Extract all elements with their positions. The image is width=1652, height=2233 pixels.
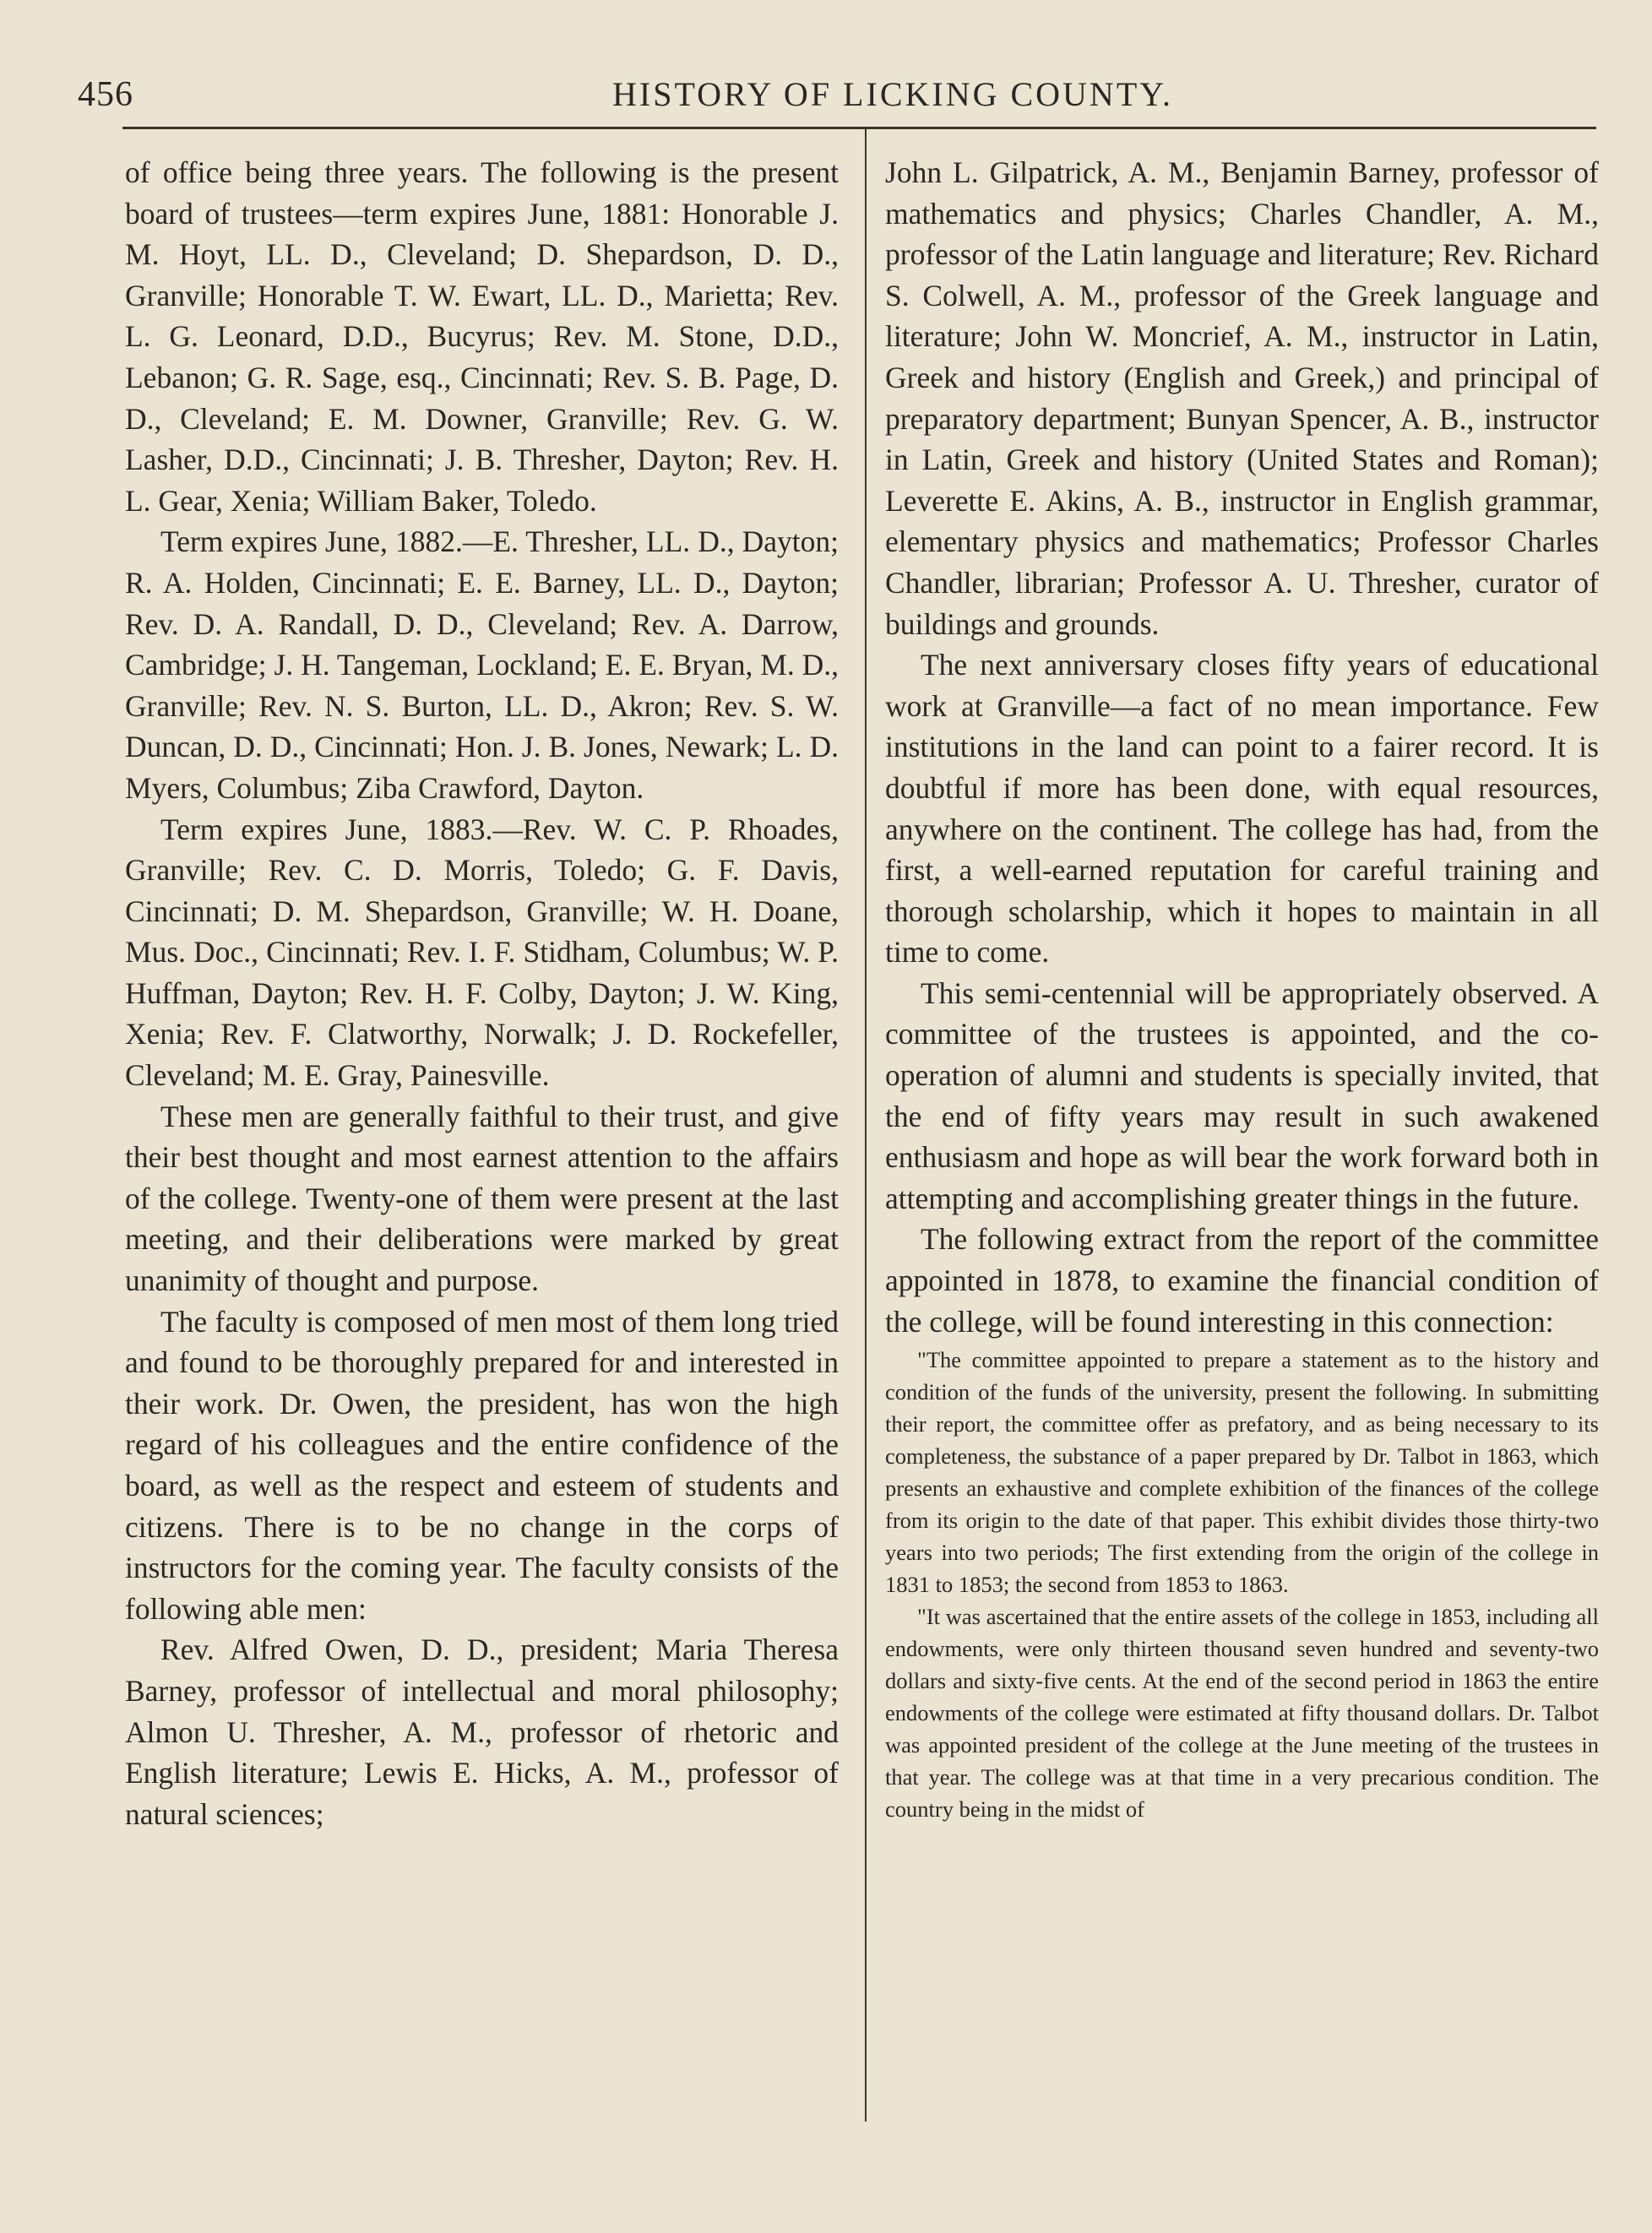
page-header [78, 74, 1615, 117]
paragraph: These men are generally faithful to their trust, and give their best thought and most earnest attention to the affairs of the college. Twenty-one of them were present at the last meeting, and their deliberations were marked by great unanimity of thought and purpose. [125, 1099, 839, 1298]
paragraph: Term expires June, 1883.—Rev. W. C. P. Rhoades, Granville; Rev. C. D. Morris, Toledo; G. F. Davis, Cincinnati; D. M. Shepardson, Granville; W. H. Doane, Mus. Doc., Cincinnati; Rev. I. F. Stidham, Columbus; W. P. Huffman, Dayton; Rev. H. F. Colby, Dayton; J. W. King, Xenia; Rev. F. Clatworthy, Norwalk; J. D. Rockefeller, Cleveland; M. E. Gray, Painesville. [125, 812, 839, 1093]
paragraph: This semi-centennial will be appropriately observed. A committee of the trustees is appointed, and the co-operation of alumni and students is specially invited, that the end of fifty years may result in such awakened enthusiasm and hope as will bear the work forward both in attempting and accomplishing greater things in the future. [885, 975, 1599, 1215]
header-rule [122, 127, 1596, 129]
page-number: 456 [78, 75, 133, 114]
block-quote [885, 1344, 1599, 1825]
paragraph: The following extract from the report of the committee appointed in 1878, to examine the financial condition of the college, will be found interesting in this connection: [885, 1222, 1599, 1339]
paragraph: Term expires June, 1882.—E. Thresher, LL. D., Dayton; R. A. Holden, Cincinnati; E. E. Barney, LL. D., Dayton; Rev. D. A. Randall, D. D., Cleveland; Rev. A. Darrow, Cambridge; J. H. Tangeman, Lockland; E. E. Bryan, M. D., Granville; Rev. N. S. Burton, LL. D., Akron; Rev. S. W. Duncan, D. D., Cincinnati; Hon. J. B. Jones, Newark; L. D. Myers, Columbus; Ziba Crawford, Dayton. [125, 524, 839, 805]
running-title: HISTORY OF LICKING COUNTY. [612, 75, 1173, 113]
quote-paragraph: "It was ascertained that the entire assets of the college in 1853, including all endowments, were only thirteen thousand seven hundred and seventy-two dollars and sixty-five cents. At the end of the second period in 1863 the entire endowments of the college were estimated at fifty thousand dollars. Dr. Talbot was appointed president of the college at the June meeting of the trustees in that year. The college was at that time in a very precarious condition. The country being in the midst of [885, 1604, 1599, 1823]
paragraph: The faculty is composed of men most of them long tried and found to be thoroughly prepared for and interested in their work. Dr. Owen, the president, has won the high regard of his colleagues and the entire confidence of the board, as well as the respect and esteem of students and citizens. There is to be no change in the corps of instructors for the coming year. The faculty consists of the following able men: [125, 1304, 839, 1626]
left-column [125, 152, 839, 1834]
right-column [885, 152, 1599, 1825]
paragraph: of office being three years. The following is the present board of trustees—term expires June, 1881: Honorable J. M. Hoyt, LL. D., Cleveland; D. Shepardson, D. D., Granville; Honorable T. W. Ewart, LL. D., Marietta; Rev. L. G. Leonard, D.D., Bucyrus; Rev. M. Stone, D.D., Lebanon; G. R. Sage, esq., Cincinnati; Rev. S. B. Page, D. D., Cleveland; E. M. Downer, Granville; Rev. G. W. Lasher, D.D., Cincinnati; J. B. Thresher, Dayton; Rev. H. L. Gear, Xenia; William Baker, Toledo. [125, 155, 839, 518]
paragraph: Rev. Alfred Owen, D. D., president; Maria Theresa Barney, professor of intellectual and moral philosophy; Almon U. Thresher, A. M., professor of rhetoric and English literature; Lewis E. Hicks, A. M., professor of natural sciences; [125, 1633, 839, 1831]
paragraph: John L. Gilpatrick, A. M., Benjamin Barney, professor of mathematics and physics; Charles Chandler, A. M., professor of the Latin language and literature; Rev. Richard S. Colwell, A. M., professor of the Greek language and literature; John W. Moncrief, A. M., instructor in Latin, Greek and history (English and Greek,) and principal of preparatory department; Bunyan Spencer, A. B., instructor in Latin, Greek and history (United States and Roman); Leverette E. Akins, A. B., instructor in English grammar, elementary physics and mathematics; Professor Charles Chandler, librarian; Professor A. U. Thresher, curator of buildings and grounds. [885, 155, 1599, 641]
quote-paragraph: "The committee appointed to prepare a statement as to the history and condition of the funds of the university, present the following. In submitting their report, the committee offer as prefatory, and as being necessary to its completeness, the substance of a paper prepared by Dr. Talbot in 1863, which presents an exhaustive and complete exhibition of the finances of the college from its origin to the date of that paper. This exhibit divides those thirty-two years into two periods; The first extending from the origin of the college in 1831 to 1853; the second from 1853 to 1863. [885, 1347, 1599, 1598]
column-divider [865, 128, 867, 2122]
paragraph: The next anniversary closes fifty years of educational work at Granville—a fact of no mean importance. Few institutions in the land can point to a fairer record. It is doubtful if more has been done, with equal resources, anywhere on the continent. The college has had, from the first, a well-earned reputation for careful training and thorough scholarship, which it hopes to maintain in all time to come. [885, 648, 1599, 970]
